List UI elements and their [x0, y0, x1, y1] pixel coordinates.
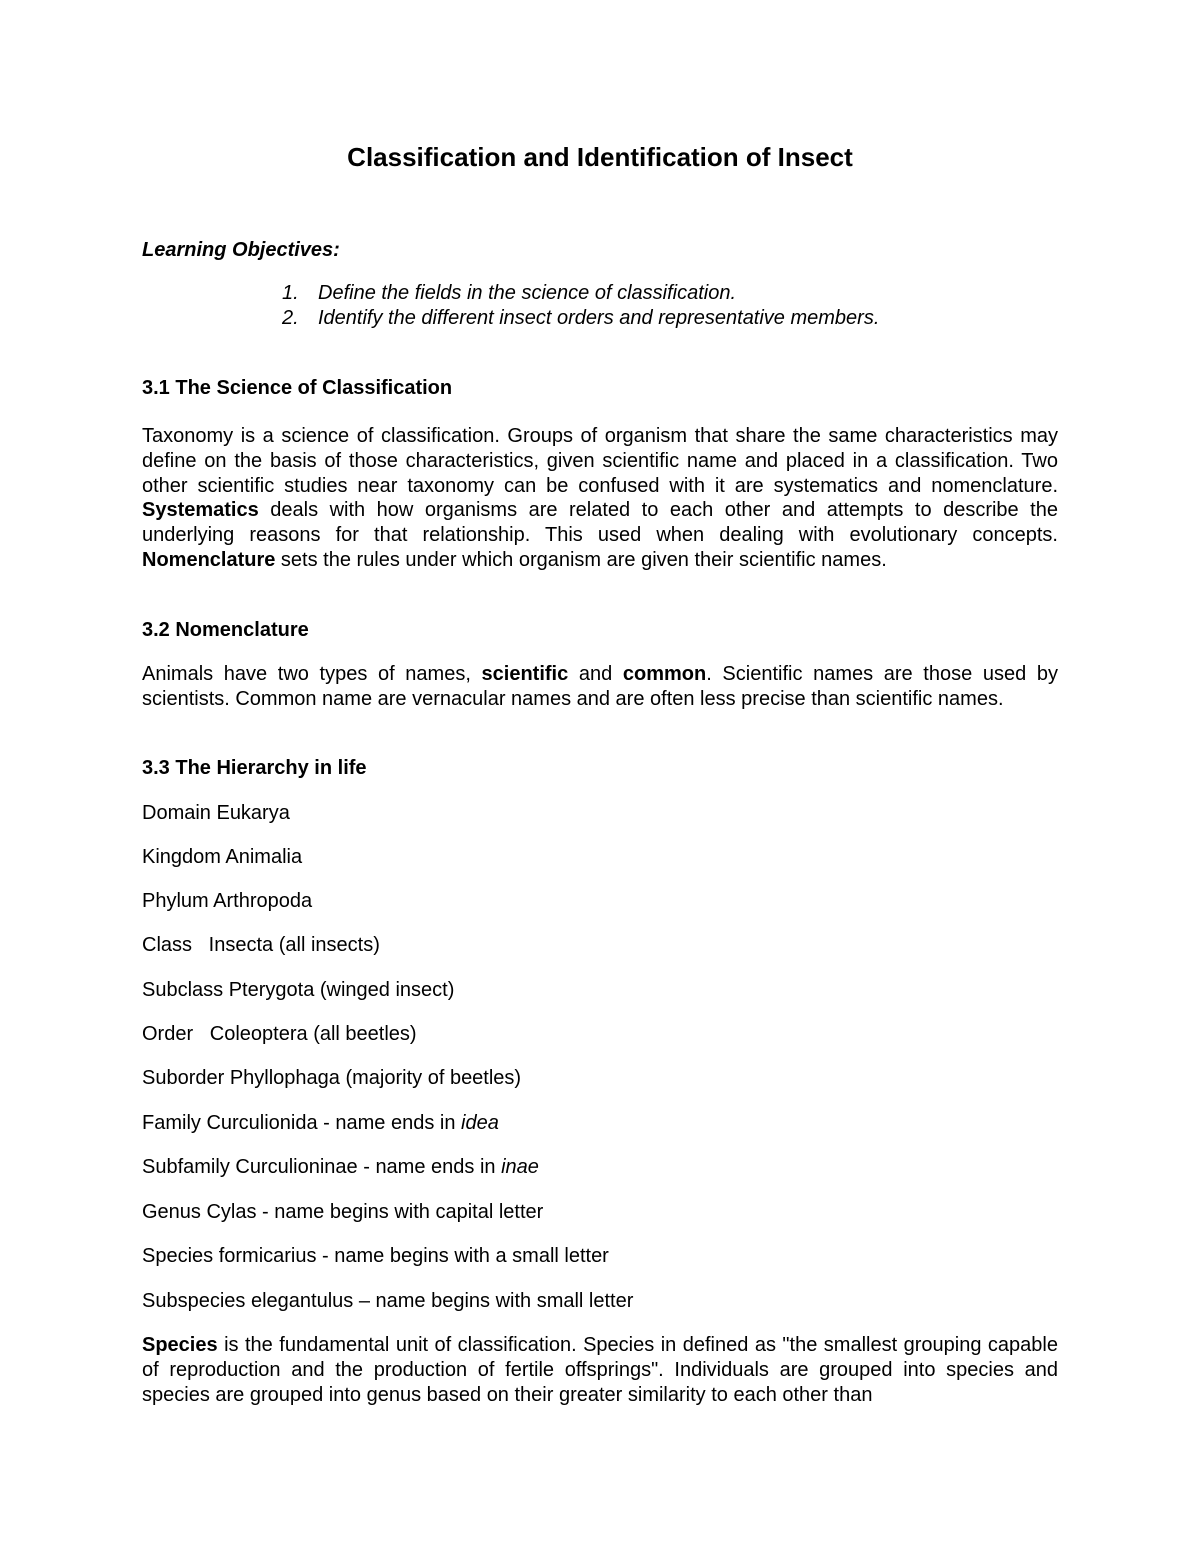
term-systematics: Systematics: [142, 499, 259, 522]
paragraph-text: deals with how organisms are related to each other and attempts to describe the underlying reasons for that relationship. This used when dealing with evolutionary concepts.: [142, 499, 1058, 547]
species-paragraph: [142, 1333, 1058, 1407]
paragraph-text: Taxonomy is a science of classification. Groups of organism that share the same characteristics may define on the basis of those characteristics, given scientific name and placed in a classification. Two other scientific studies near taxonomy can be confused with it are systematics and nomenclature.: [142, 425, 1058, 497]
hierarchy-suffix: inae: [501, 1156, 539, 1178]
hierarchy-item-subfamily: [142, 1154, 539, 1180]
hierarchy-item-phylum: [142, 888, 312, 914]
section-3-1-heading: 3.1 The Science of Classification: [142, 377, 453, 399]
hierarchy-item-subclass: [142, 977, 454, 1003]
term-common: common: [622, 663, 707, 685]
document-page: [142, 0, 1058, 1553]
section-3-2-heading: 3.2 Nomenclature: [142, 619, 309, 641]
hierarchy-item-suborder: [142, 1065, 521, 1091]
paragraph-text: . Scientific names are those used by scientists. Common name are vernacular names and are often less precise than scientific names.: [142, 663, 1059, 710]
hierarchy-item-domain: [142, 800, 290, 826]
term-scientific: scientific: [481, 663, 569, 685]
hierarchy-text: Genus Cylas - name begins with capital letter: [142, 1201, 544, 1223]
section-3-1-paragraph: [142, 424, 1058, 573]
hierarchy-text: Suborder Phyllophaga (majority of beetles): [142, 1067, 522, 1089]
section-3-2-paragraph: [142, 662, 1058, 712]
term-nomenclature: Nomenclature: [142, 548, 276, 571]
hierarchy-text: Order Coleoptera (all beetles): [142, 1023, 417, 1045]
hierarchy-item-order: [142, 1021, 417, 1047]
learning-objectives-list: [282, 281, 879, 331]
hierarchy-text: Subclass Pterygota (winged insect): [142, 979, 455, 1001]
hierarchy-item-family: [142, 1110, 499, 1136]
hierarchy-text: Species formicarius - name begins with a small letter: [142, 1245, 609, 1267]
objective-item: [282, 281, 879, 306]
hierarchy-text: Subfamily Curculioninae - name ends in: [142, 1156, 502, 1178]
objective-item: [282, 306, 879, 331]
hierarchy-text: Phylum Arthropoda: [142, 890, 313, 912]
objective-number: 2.: [282, 307, 299, 329]
hierarchy-item-species: [142, 1243, 609, 1269]
hierarchy-text: Subspecies elegantulus – name begins with small letter: [142, 1290, 634, 1312]
hierarchy-suffix: idea: [461, 1112, 499, 1134]
section-3-3-heading: 3.3 The Hierarchy in life: [142, 757, 367, 779]
paragraph-text: sets the rules under which organism are given their scientific names.: [275, 548, 887, 571]
hierarchy-item-class: [142, 932, 380, 958]
hierarchy-item-kingdom: [142, 844, 302, 870]
learning-objectives-heading: Learning Objectives:: [142, 239, 340, 261]
hierarchy-text: Kingdom Animalia: [142, 846, 303, 868]
objective-number: 1.: [282, 282, 299, 304]
document-title: Classification and Identification of Insect: [347, 142, 853, 172]
hierarchy-item-genus: [142, 1199, 543, 1225]
hierarchy-item-subspecies: [142, 1288, 633, 1314]
paragraph-text: is the fundamental unit of classification. Species in defined as "the smallest grouping capable of reproduction and the production of fertile offsprings". Individuals are grouped into species and species are grouped into genus based on their greater similarity to each other than: [142, 1334, 1058, 1406]
term-species: Species: [142, 1334, 218, 1356]
hierarchy-text: Family Curculionida - name ends in: [142, 1112, 462, 1134]
hierarchy-text: Class Insecta (all insects): [142, 934, 380, 956]
paragraph-text: and: [568, 663, 623, 685]
objective-text: Identify the different insect orders and representative members.: [318, 307, 880, 329]
hierarchy-text: Domain Eukarya: [142, 802, 290, 824]
objective-text: Define the fields in the science of classification.: [318, 282, 736, 304]
paragraph-text: Animals have two types of names,: [142, 663, 482, 685]
